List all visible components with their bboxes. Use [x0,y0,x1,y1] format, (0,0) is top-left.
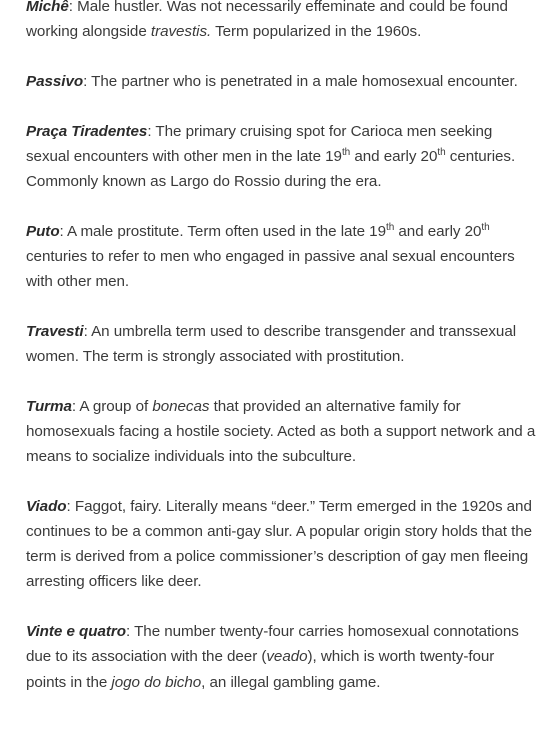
glossary-term: Turma [26,397,72,415]
definition-italic-text: travestis. [150,23,212,41]
glossary-term: Viado [26,497,67,515]
definition-italic-text: jogo do bicho [111,673,202,691]
glossary-entry-vinte-e-quatro [26,619,538,695]
ordinal-suffix: th [437,146,446,158]
definition-text: : The primary cruising spot for Carioca men seeking sexual encounters with other men in the late 19 [26,122,493,165]
definition-text: Term popularized in the 1960s. [211,23,422,41]
definition-text: : Male hustler. Was not necessarily effeminate and could be found working alongside [26,0,508,41]
ordinal-suffix: th [481,221,490,233]
definition-text: and early 20 [350,147,438,165]
glossary-list [26,0,538,719]
definition-text: : A male prostitute. Term often used in the late 19 [59,222,386,240]
glossary-entry-passivo [26,69,538,94]
ordinal-suffix: th [341,146,351,158]
definition-text: ), which is worth twenty-four points in the [26,648,495,691]
glossary-entry-travesti [26,319,538,369]
ordinal-suffix: th [385,221,395,233]
glossary-entry-puto [26,219,538,295]
glossary-entry-praca-tiradentes [26,119,538,195]
definition-text: : Faggot, fairy. Literally means “deer.” Term emerged in the 1920s and continues to be a common anti-gay slur. A popular origin story holds that the term is derived from a police commissioner’s description of gay men fleeing arresting officers like deer. [26,497,533,591]
definition-text: : The number twenty-four carries homosexual connotations due to its association with the deer ( [26,623,519,666]
glossary-term: Puto [26,222,60,240]
definition-text: , an illegal gambling game. [201,673,381,691]
glossary-term: Vinte e quatro [26,623,126,641]
definition-text: centuries. Commonly known as Largo do Rossio during the era. [26,147,516,191]
glossary-term: Praça Tiradentes [26,122,148,140]
definition-text: that provided an alternative family for homosexuals facing a hostile society. Acted as both a support network and a means to socialize individuals into the subculture. [26,397,536,466]
glossary-entry-turma [26,394,538,470]
glossary-term: Passivo [26,72,84,90]
definition-text: : The partner who is penetrated in a male homosexual encounter. [83,72,518,90]
definition-italic-text: bonecas [152,397,210,415]
definition-text: centuries to refer to men who engaged in passive anal sexual encounters with other men. [26,247,515,291]
definition-italic-text: veado [266,648,308,666]
glossary-term: Travesti [26,322,84,340]
definition-text: and early 20 [394,222,482,240]
definition-text: : A group of [71,397,153,415]
definition-text: : An umbrella term used to describe transgender and transsexual women. The term is strongly associated with prostitution. [26,322,517,366]
glossary-entry-viado [26,494,538,595]
glossary-entry-miche [26,0,538,44]
glossary-term: Michê [26,0,69,15]
